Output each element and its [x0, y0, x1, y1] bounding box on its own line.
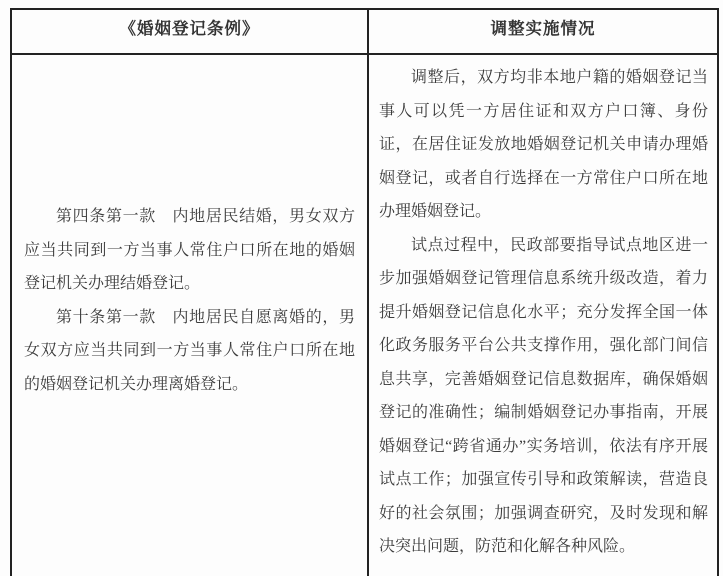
- regulation-article-4-paragraph: 第四条第一款 内地居民结婚，男女双方应当共同到一方当事人常住户口所在地的婚姻登记机关办理结婚登记。: [24, 208, 355, 292]
- implementation-text-cell: [369, 55, 717, 576]
- right-column-title: 调整实施情况: [490, 18, 596, 38]
- implementation-pilot-paragraph: 试点过程中，民政部要指导试点地区进一步加强婚姻登记管理信息系统升级改造，着力提升婚姻登记信息化水平；充分发挥全国一体化政务服务平台公共支撑作用，强化部门间信息共享，完善婚姻登记信息数据库，确保婚姻登记的准确性；编制婚姻登记办事指南，开展婚姻登记“跨省通办”实务培训，依法有序开展试点工作；加强宣传引导和政策解读，营造良好的社会氛围；加强调查研究，及时发现和解决突出问题，防范和化解各种风险。: [379, 236, 708, 555]
- comparison-table: [10, 8, 719, 576]
- regulation-article-10-paragraph: 第十条第一款 内地居民自愿离婚的，男女双方应当共同到一方当事人常住户口所在地的婚姻登记机关办理离婚登记。: [24, 308, 355, 393]
- left-column-title: 《婚姻登记条例》: [119, 18, 260, 38]
- implementation-adjustment-paragraph: 调整后，双方均非本地户籍的婚姻登记当事人可以凭一方居住证和双方户口簿、身份证，在居住证发放地婚姻登记机关申请办理婚姻登记，或者自行选择在一方常住户口所在地办理婚姻登记。: [379, 69, 708, 220]
- header-cell-implementation-title: [369, 10, 717, 55]
- header-cell-regulation-title: [12, 10, 369, 55]
- regulation-text-cell: [12, 55, 369, 576]
